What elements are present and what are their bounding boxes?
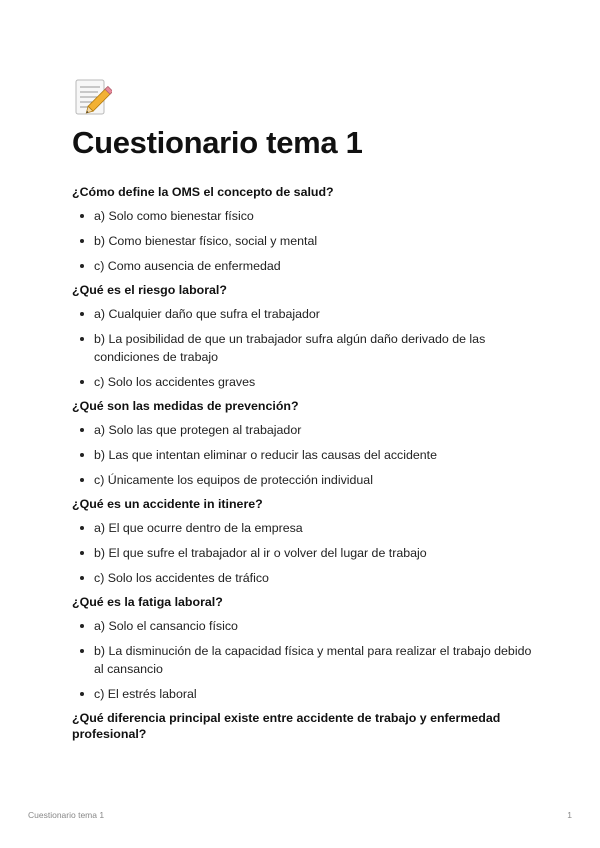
bullet-icon bbox=[80, 453, 84, 457]
option-text: c) Como ausencia de enfermedad bbox=[94, 259, 281, 273]
list-item bbox=[72, 685, 532, 703]
option-text: c) Solo los accidentes de tráfico bbox=[94, 571, 269, 585]
question-block bbox=[72, 184, 532, 275]
list-item bbox=[72, 305, 532, 323]
list-item bbox=[72, 257, 532, 275]
list-item bbox=[72, 446, 532, 464]
bullet-icon bbox=[80, 264, 84, 268]
bullet-icon bbox=[80, 478, 84, 482]
question-block bbox=[72, 496, 532, 587]
option-text: a) Cualquier daño que sufra el trabajador bbox=[94, 307, 320, 321]
option-text: c) Únicamente los equipos de protección individual bbox=[94, 473, 373, 487]
question-block bbox=[72, 710, 532, 742]
option-text: a) Solo el cansancio físico bbox=[94, 619, 238, 633]
document-body bbox=[72, 78, 532, 749]
option-text: c) El estrés laboral bbox=[94, 687, 197, 701]
bullet-icon bbox=[80, 380, 84, 384]
option-text: c) Solo los accidentes graves bbox=[94, 375, 256, 389]
option-list bbox=[72, 617, 532, 703]
option-text: a) Solo las que protegen al trabajador bbox=[94, 423, 302, 437]
question-text: ¿Qué es un accidente in itinere? bbox=[72, 497, 263, 511]
question-text: ¿Qué son las medidas de prevención? bbox=[72, 399, 299, 413]
question-block bbox=[72, 398, 532, 489]
list-item bbox=[72, 519, 532, 537]
question-text: ¿Qué diferencia principal existe entre accidente de trabajo y enfermedad profesional? bbox=[72, 711, 501, 741]
option-text: a) Solo como bienestar físico bbox=[94, 209, 254, 223]
page-title: Cuestionario tema 1 bbox=[72, 125, 363, 160]
option-text: b) Como bienestar físico, social y mental bbox=[94, 234, 318, 248]
option-list bbox=[72, 305, 532, 391]
question-text: ¿Qué es la fatiga laboral? bbox=[72, 595, 223, 609]
memo-icon bbox=[72, 78, 112, 118]
option-text: b) Las que intentan eliminar o reducir las causas del accidente bbox=[94, 448, 438, 462]
option-list bbox=[72, 519, 532, 587]
option-list bbox=[72, 421, 532, 489]
bullet-icon bbox=[80, 428, 84, 432]
option-text: b) La disminución de la capacidad física y mental para realizar el trabajo debido al cansancio bbox=[94, 644, 532, 676]
list-item bbox=[72, 569, 532, 587]
question-block bbox=[72, 282, 532, 391]
list-item bbox=[72, 232, 532, 250]
bullet-icon bbox=[80, 692, 84, 696]
bullet-icon bbox=[80, 214, 84, 218]
list-item bbox=[72, 642, 532, 678]
question-text: ¿Cómo define la OMS el concepto de salud? bbox=[72, 185, 334, 199]
bullet-icon bbox=[80, 239, 84, 243]
option-text: a) El que ocurre dentro de la empresa bbox=[94, 521, 303, 535]
list-item bbox=[72, 207, 532, 225]
option-list bbox=[72, 207, 532, 275]
bullet-icon bbox=[80, 624, 84, 628]
bullet-icon bbox=[80, 551, 84, 555]
list-item bbox=[72, 544, 532, 562]
list-item bbox=[72, 617, 532, 635]
question-block bbox=[72, 594, 532, 703]
question-text: ¿Qué es el riesgo laboral? bbox=[72, 283, 227, 297]
page-number: 1 bbox=[567, 810, 572, 820]
bullet-icon bbox=[80, 526, 84, 530]
bullet-icon bbox=[80, 649, 84, 653]
list-item bbox=[72, 330, 532, 366]
bullet-icon bbox=[80, 337, 84, 341]
bullet-icon bbox=[80, 576, 84, 580]
bullet-icon bbox=[80, 312, 84, 316]
footer-title: Cuestionario tema 1 bbox=[28, 810, 105, 820]
option-text: b) La posibilidad de que un trabajador sufra algún daño derivado de las condiciones de trabajo bbox=[94, 332, 486, 364]
list-item bbox=[72, 373, 532, 391]
list-item bbox=[72, 421, 532, 439]
list-item bbox=[72, 471, 532, 489]
option-text: b) El que sufre el trabajador al ir o volver del lugar de trabajo bbox=[94, 546, 427, 560]
